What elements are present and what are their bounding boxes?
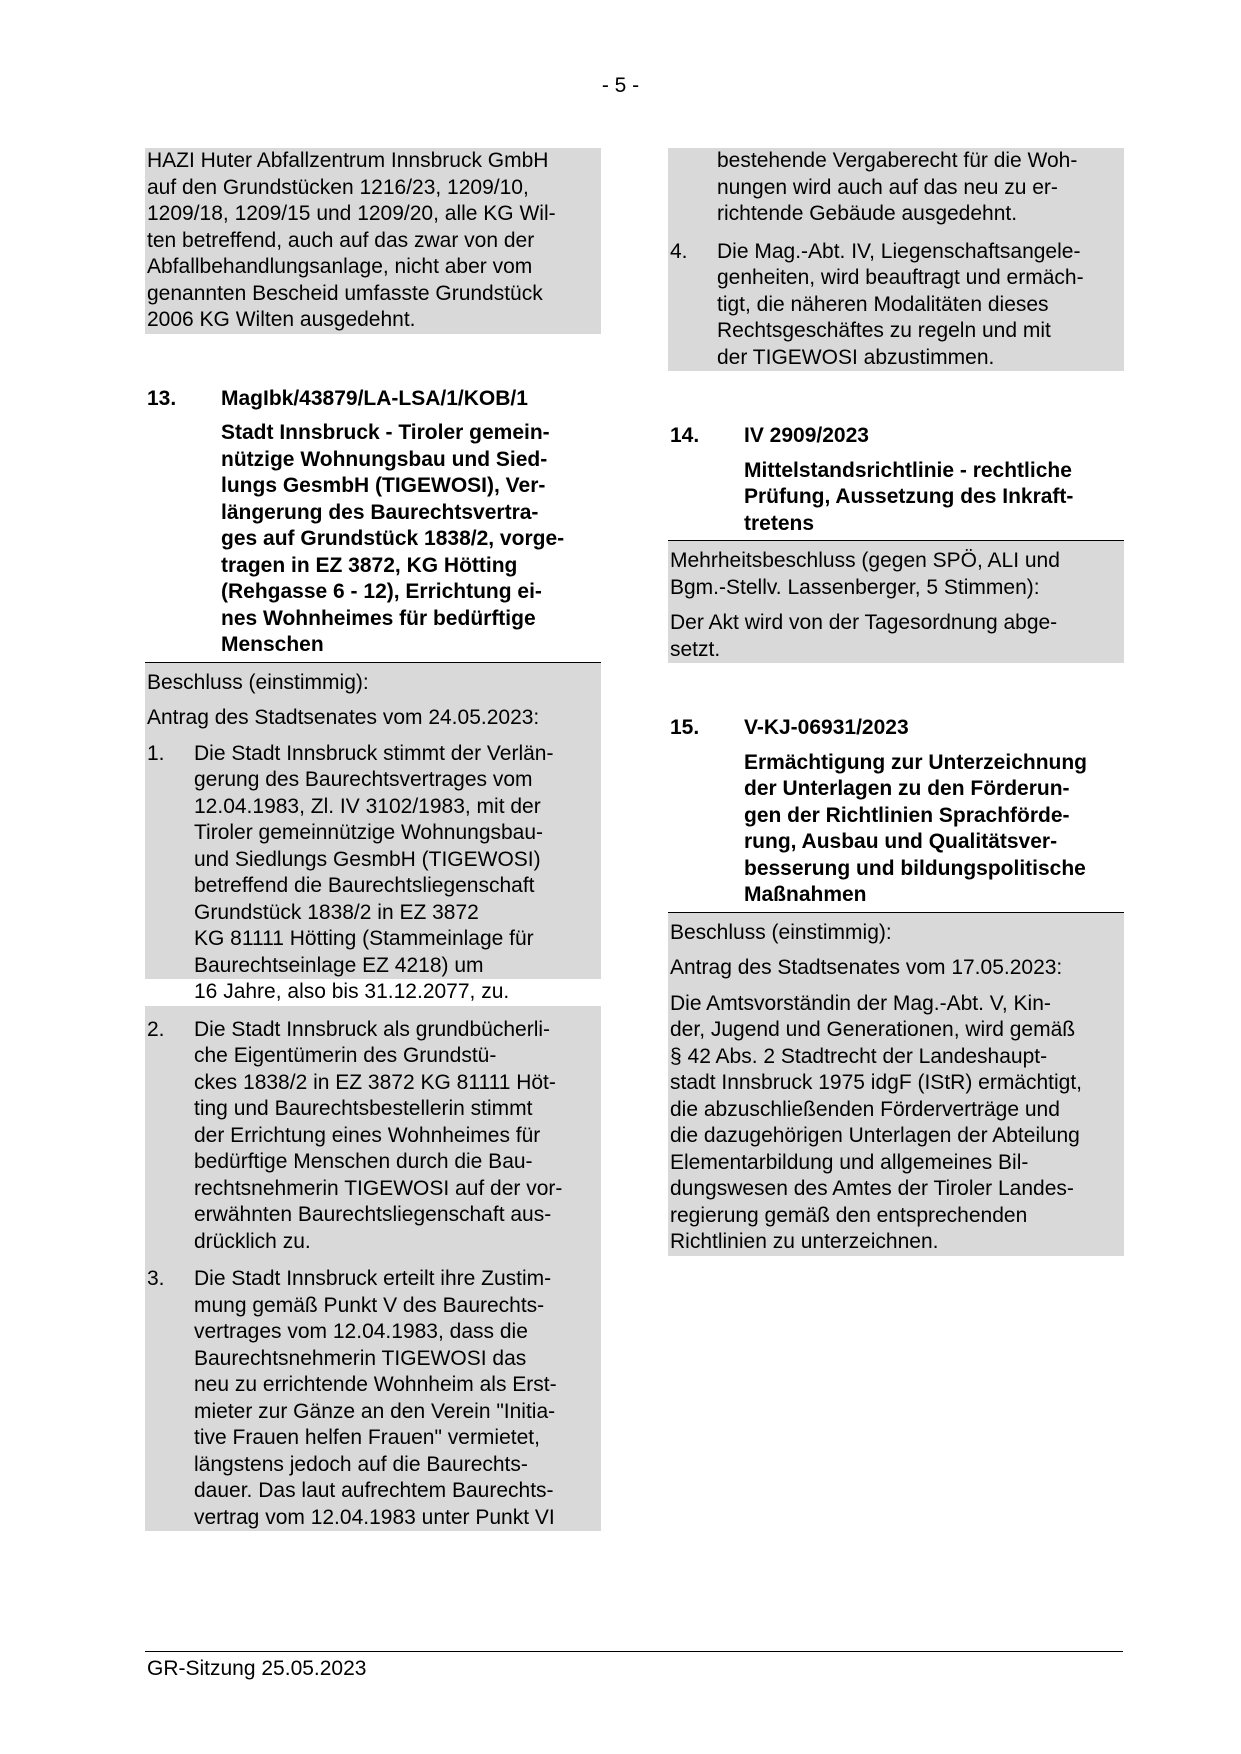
title-line: nes Wohnheimes für bedürftige: [221, 606, 536, 630]
text-line: tive Frauen helfen Frauen" vermietet,: [194, 1426, 540, 1449]
text-line: 2006 KG Wilten ausgedehnt.: [147, 308, 416, 331]
text-line: neu zu errichtende Wohnheim als Erst-: [194, 1373, 557, 1396]
text-line: dauer. Das laut aufrechtem Baurechts-: [194, 1479, 554, 1502]
footer-text: GR-Sitzung 25.05.2023: [147, 1657, 367, 1680]
text-line: mung gemäß Punkt V des Baurechts-: [194, 1293, 545, 1317]
text-line: und Siedlungs GesmbH (TIGEWOSI): [194, 847, 541, 871]
list-number: 1.: [147, 741, 165, 765]
decision-label: Beschluss (einstimmig):: [147, 670, 369, 694]
text-line: 12.04.1983, Zl. IV 3102/1983, mit der: [194, 794, 541, 818]
items-block: [145, 1006, 601, 1532]
decision-block: [668, 913, 1124, 1256]
section-14: [668, 423, 1124, 663]
text-line: der Errichtung eines Wohnheimes für: [194, 1123, 541, 1147]
text-line: die abzuschließenden Förderverträge und: [670, 1097, 1060, 1121]
text-line: Die Stadt Innsbruck stimmt der Verlän-: [194, 741, 554, 765]
title-line: besserung und bildungspolitische: [744, 856, 1086, 880]
section-reference: IV 2909/2023: [744, 424, 869, 447]
text-line: Abfallbehandlungsanlage, nicht aber vom: [147, 255, 533, 278]
text-line: § 42 Abs. 2 Stadtrecht der Landeshaupt-: [670, 1044, 1048, 1068]
section-number: 13.: [147, 386, 177, 410]
section-title: [668, 458, 1124, 538]
text-line: der TIGEWOSI abzustimmen.: [717, 345, 995, 369]
continuation-block: [145, 148, 601, 334]
section-number: 14.: [670, 424, 700, 447]
motion-label: Antrag des Stadtsenates vom 24.05.2023:: [147, 706, 540, 729]
text-line: Bgm.-Stellv. Lassenberger, 5 Stimmen):: [670, 575, 1040, 599]
motion-label: Antrag des Stadtsenates vom 17.05.2023:: [670, 956, 1063, 979]
text-line: Tiroler gemeinnützige Wohnungsbau-: [194, 821, 544, 844]
left-column: [145, 148, 601, 1531]
text-line: gerung des Baurechtsvertrages vom: [194, 768, 533, 791]
text-line: Baurechtsnehmerin TIGEWOSI das: [194, 1346, 527, 1370]
text-line: regierung gemäß den entsprechenden: [670, 1203, 1028, 1227]
text-line: Die Amtsvorständin der Mag.-Abt. V, Kin-: [670, 991, 1051, 1015]
text-line: che Eigentümerin des Grundstü-: [194, 1044, 497, 1067]
title-line: Menschen: [221, 633, 324, 656]
title-line: Maßnahmen: [744, 883, 867, 906]
list-item-4: [668, 239, 1124, 372]
text-line: Baurechtseinlage EZ 4218) um: [194, 953, 484, 977]
decision-label: Beschluss (einstimmig):: [670, 920, 892, 944]
text-line: ten betreffend, auch auf das zwar von der: [147, 228, 535, 252]
text-line: auf den Grundstücken 1216/23, 1209/10,: [147, 175, 529, 199]
title-line: Stadt Innsbruck - Tiroler gemein-: [221, 421, 550, 444]
list-item-1: [145, 741, 601, 980]
title-line: längerung des Baurechtsvertra-: [221, 500, 539, 524]
section-13: [145, 386, 601, 1532]
text-line: genheiten, wird beauftragt und ermäch-: [717, 266, 1084, 289]
text-line: rechtsnehmerin TIGEWOSI auf der vor-: [194, 1176, 563, 1200]
list-item-1-continued: [145, 979, 601, 1006]
title-line: (Rehgasse 6 - 12), Errichtung ei-: [221, 580, 542, 603]
text-line: stadt Innsbruck 1975 idgF (IStR) ermächtigt,: [670, 1071, 1083, 1094]
text-line: dungswesen des Amtes der Tiroler Landes-: [670, 1177, 1074, 1200]
text-line: Rechtsgeschäftes zu regeln und mit: [717, 319, 1051, 342]
title-line: Mittelstandsrichtlinie - rechtliche: [744, 458, 1072, 482]
text-line: bedürftige Menschen durch die Bau-: [194, 1150, 533, 1173]
title-line: Prüfung, Aussetzung des Inkraft-: [744, 485, 1074, 508]
decision-block: [145, 663, 601, 980]
text-line: Elementarbildung und allgemeines Bil-: [670, 1150, 1029, 1174]
text-line: betreffend die Baurechtsliegenschaft: [194, 874, 535, 897]
text-line: Die Stadt Innsbruck erteilt ihre Zustim-: [194, 1267, 552, 1290]
text-line: vertrages vom 12.04.1983, dass die: [194, 1320, 528, 1343]
list-item-3-continued: [668, 148, 1124, 228]
section-15: [668, 715, 1124, 1256]
text-line: setzt.: [670, 637, 721, 661]
title-line: ges auf Grundstück 1838/2, vorge-: [221, 527, 565, 550]
continuation-block: [668, 148, 1124, 371]
text-line: vertrag vom 12.04.1983 unter Punkt VI: [194, 1505, 555, 1529]
text-line: ting und Baurechtsbestellerin stimmt: [194, 1097, 533, 1120]
section-title: [668, 750, 1124, 909]
list-number: 2.: [147, 1017, 165, 1041]
title-line: gen der Richtlinien Sprachförde-: [744, 803, 1070, 827]
text-line: erwähnten Baurechtsliegenschaft aus-: [194, 1203, 552, 1226]
section-number: 15.: [670, 716, 700, 739]
text-line: nungen wird auch auf das neu zu er-: [717, 175, 1058, 199]
list-number: 3.: [147, 1267, 165, 1290]
section-reference: V-KJ-06931/2023: [744, 716, 909, 739]
title-line: Ermächtigung zur Unterzeichnung: [744, 750, 1088, 774]
text-line: 1209/18, 1209/15 und 1209/20, alle KG Wil-: [147, 202, 556, 225]
list-item-3: [145, 1266, 601, 1531]
page-number: - 5 -: [601, 74, 640, 97]
text-line: der, Jugend und Generationen, wird gemäß: [670, 1018, 1076, 1041]
list-item-2: [145, 1017, 601, 1256]
footer-rule: [145, 1651, 1123, 1652]
section-heading: [668, 715, 1124, 742]
title-line: lungs GesmbH (TIGEWOSI), Ver-: [221, 474, 546, 497]
text-line: HAZI Huter Abfallzentrum Innsbruck GmbH: [147, 149, 549, 172]
title-line: rung, Ausbau und Qualitätsver-: [744, 830, 1058, 853]
text-line: tigt, die näheren Modalitäten dieses: [717, 292, 1049, 316]
section-heading: [145, 386, 601, 413]
text-line: längstens jedoch auf die Baurechts-: [194, 1452, 528, 1476]
text-line: Die Mag.-Abt. IV, Liegenschaftsangele-: [717, 239, 1081, 263]
right-column: [668, 148, 1124, 1256]
section-reference: MagIbk/43879/LA-LSA/1/KOB/1: [221, 386, 528, 410]
title-line: der Unterlagen zu den Förderun-: [744, 777, 1070, 800]
text-line: mieter zur Gänze an den Verein "Initia-: [194, 1399, 556, 1423]
section-heading: [668, 423, 1124, 450]
text-line: richtende Gebäude ausgedehnt.: [717, 202, 1018, 225]
text-line: Grundstück 1838/2 in EZ 3872: [194, 900, 479, 924]
text-line: die dazugehörigen Unterlagen der Abteilung: [670, 1124, 1080, 1147]
text-line: Der Akt wird von der Tagesordnung abge-: [670, 611, 1058, 634]
text-line: genannten Bescheid umfasste Grundstück: [147, 281, 543, 305]
list-number: 4.: [670, 239, 688, 263]
text-line: ckes 1838/2 in EZ 3872 KG 81111 Höt-: [194, 1070, 556, 1094]
text-line: 16 Jahre, also bis 31.12.2077, zu.: [194, 980, 510, 1003]
title-line: tretens: [744, 511, 815, 535]
title-line: tragen in EZ 3872, KG Hötting: [221, 553, 518, 577]
text-line: Die Stadt Innsbruck als grundbücherli-: [194, 1017, 551, 1041]
decision-block: [668, 541, 1124, 663]
section-title: [145, 420, 601, 659]
title-line: nützige Wohnungsbau und Sied-: [221, 447, 548, 471]
text-line: bestehende Vergaberecht für die Woh-: [717, 149, 1078, 172]
text-line: Richtlinien zu unterzeichnen.: [670, 1230, 939, 1253]
text-line: KG 81111 Hötting (Stammeinlage für: [194, 927, 534, 950]
text-line: Mehrheitsbeschluss (gegen SPÖ, ALI und: [670, 549, 1060, 572]
text-line: drücklich zu.: [194, 1229, 311, 1253]
